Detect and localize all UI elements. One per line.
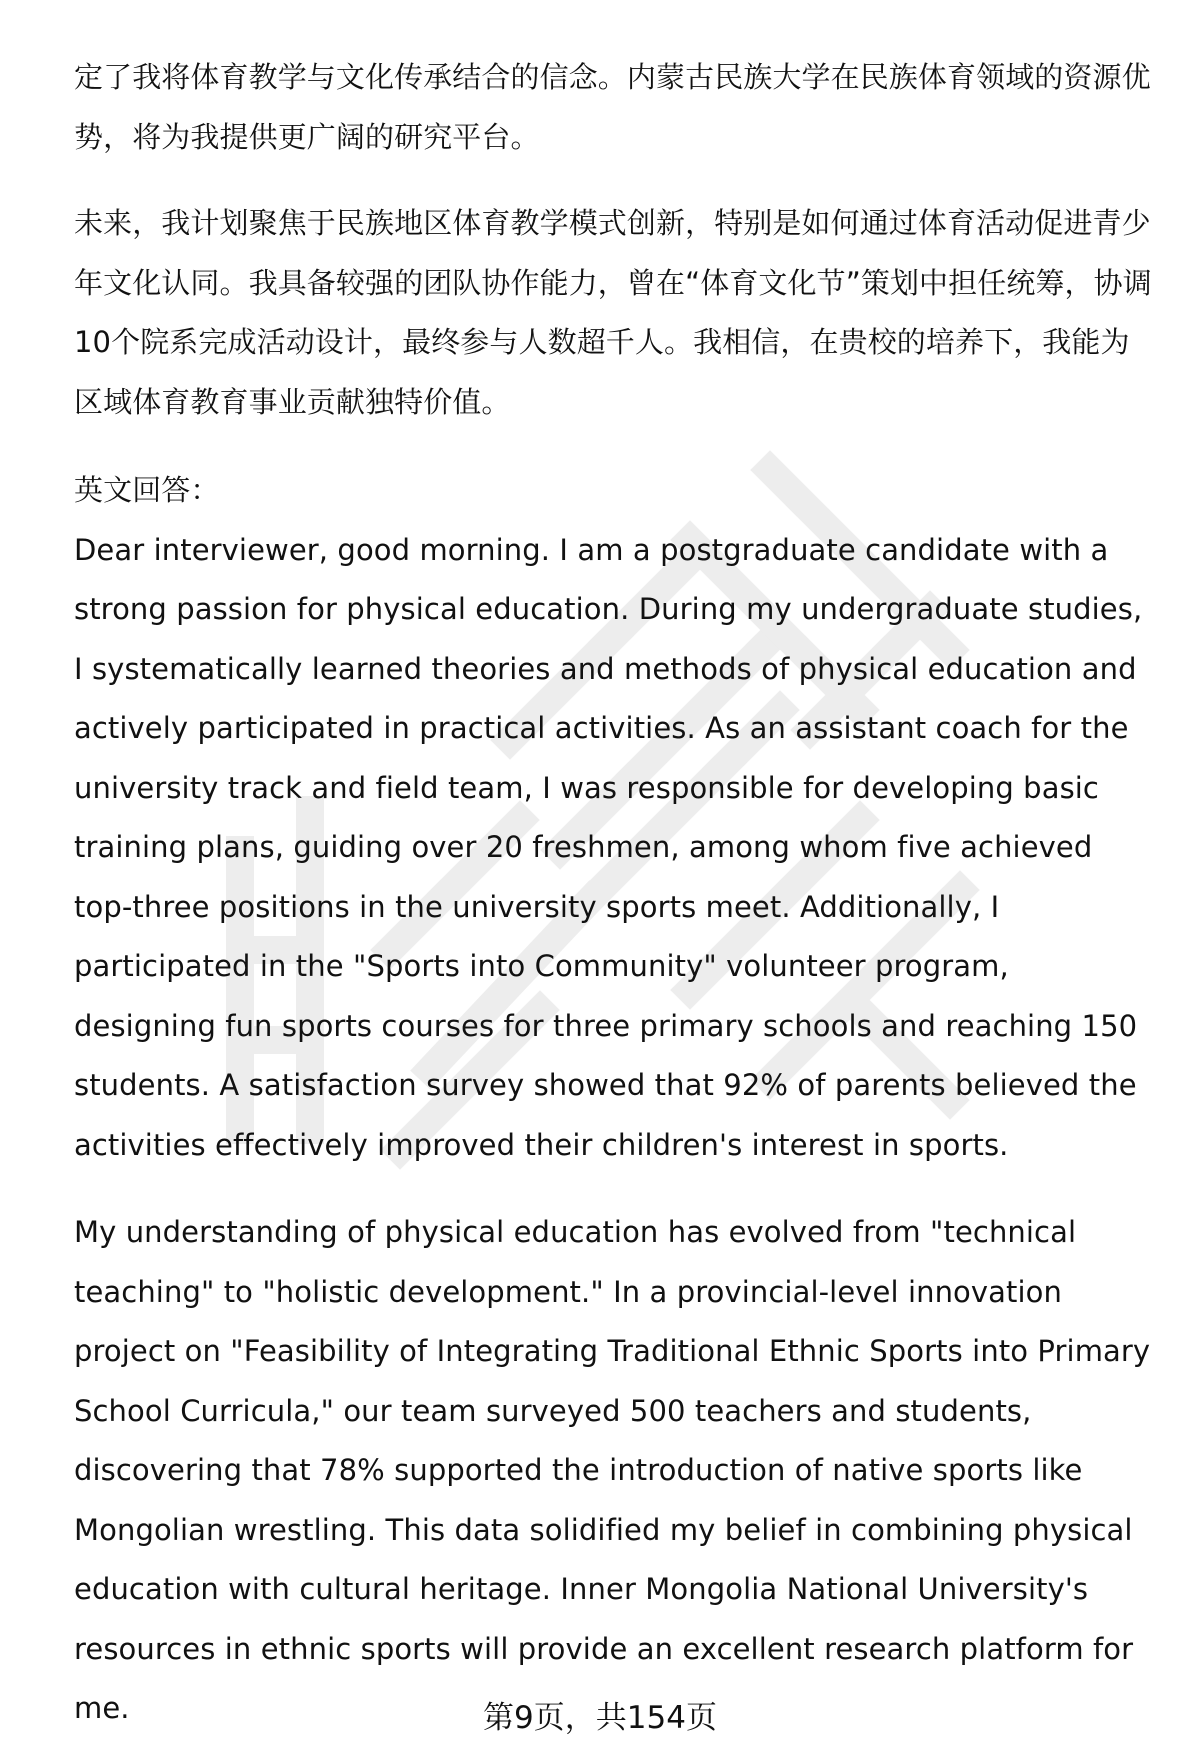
document-body [74, 48, 1154, 1739]
paragraph-1: 定了我将体育教学与文化传承结合的信念。内蒙古民族大学在民族体育领域的资源优势，将为我提供更广阔的研究平台。 [74, 60, 1151, 154]
english-answer-label: 英文回答： [74, 473, 220, 507]
paragraph-4: My understanding of physical education has evolved from "technical teaching" to "holistic development." In a provincial-level innovation project on "Feasibility of Integrating Traditional Ethnic Sports into Primary School Curricula," our team surveyed 500 teachers and students, discovering that 78% supported the introduction of native sports like Mongolian wrestling. This data solidified my belief in combining physical education with cultural heritage. Inner Mongolia National University's resources in ethnic sports will provide an excellent research platform for me. [74, 1215, 1151, 1725]
paragraph-2: 未来，我计划聚焦于民族地区体育教学模式创新，特别是如何通过体育活动促进青少年文化认同。我具备较强的团队协作能力，曾在“体育文化节”策划中担任统筹，协调10个院系完成活动设计，最终参与人数超千人。我相信，在贵校的培养下，我能为区域体育教育事业贡献独特价值。 [74, 206, 1152, 419]
page-footer: 第9页，共154页 [483, 1700, 717, 1736]
paragraph-3: Dear interviewer, good morning. I am a postgraduate candidate with a strong passion for physical education. During my undergraduate studies, I systematically learned theories and methods of physical education and actively participated in practical activities. As an assistant coach for the university track and field team, I was responsible for developing basic training plans, guiding over 20 freshmen, among whom five achieved top-three positions in the university sports meet. Additionally, I participated in the "Sports into Community" volunteer program, designing fun sports courses for three primary schools and reaching 150 students. A satisfaction survey showed that 92% of parents believed the activities effectively improved their children's interest in sports. [74, 532, 1143, 1162]
